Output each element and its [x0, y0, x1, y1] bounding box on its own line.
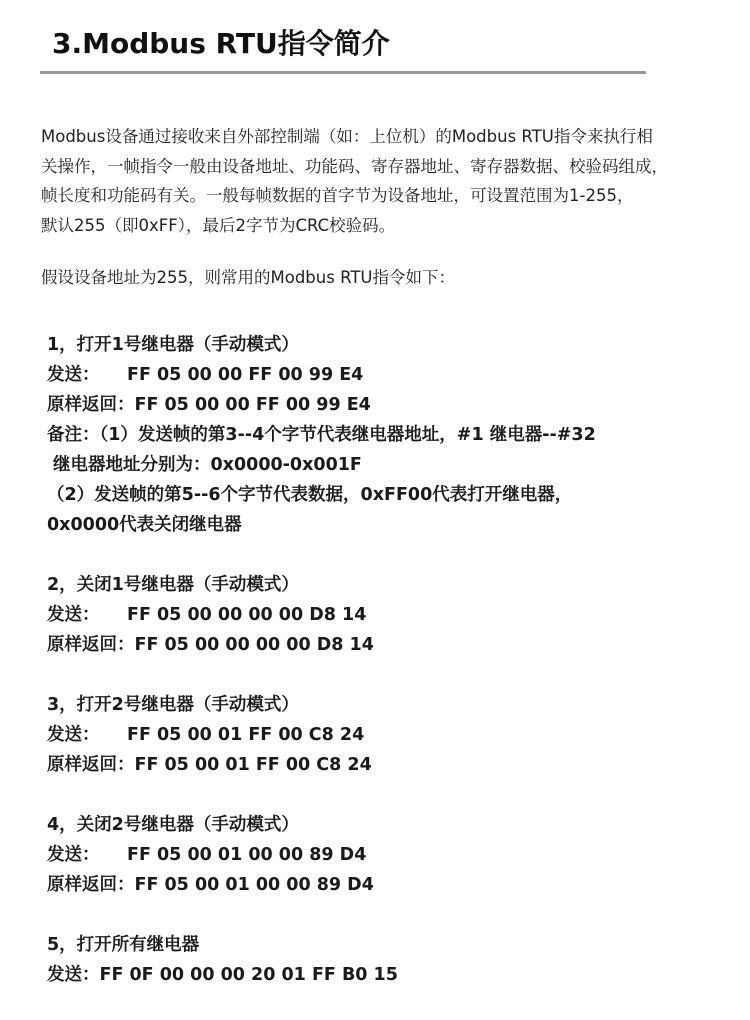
reply-line	[47, 750, 747, 780]
intro-paragraph	[41, 122, 731, 240]
assumption-text: 假设设备地址为255，则常用的Modbus RTU指令如下：	[41, 268, 455, 287]
send-label: 发送：	[47, 605, 100, 625]
command-block-1	[47, 330, 747, 540]
command-block-4	[47, 810, 747, 900]
reply-value: FF 05 00 01 00 00 89 D4	[134, 875, 374, 895]
reply-label: 原样返回：	[47, 755, 135, 775]
reply-line	[47, 390, 747, 420]
send-value: FF 0F 00 00 00 20 01 FF B0 15	[99, 965, 398, 985]
send-line	[47, 360, 747, 390]
send-line	[47, 720, 747, 750]
send-line	[47, 600, 747, 630]
reply-line	[47, 870, 747, 900]
note-line: 0x0000代表关闭继电器	[47, 515, 242, 535]
send-label: 发送：	[47, 725, 100, 745]
send-label: 发送：	[47, 965, 100, 985]
send-label: 发送：	[47, 845, 100, 865]
reply-label: 原样返回：	[47, 395, 135, 415]
command-heading: 5，打开所有继电器	[47, 935, 200, 955]
command-list	[47, 330, 747, 1020]
reply-value: FF 05 00 01 FF 00 C8 24	[134, 755, 372, 775]
reply-value: FF 05 00 00 00 00 D8 14	[134, 635, 374, 655]
note-line: 继电器地址分别为：0x0000-0x001F	[53, 455, 362, 475]
page-title: 3.Modbus RTU指令简介	[52, 27, 390, 60]
reply-label: 原样返回：	[47, 635, 135, 655]
intro-line: Modbus设备通过接收来自外部控制端（如：上位机）的Modbus RTU指令来执行相	[41, 127, 653, 146]
send-line	[47, 960, 747, 990]
send-value: FF 05 00 01 00 00 89 D4	[127, 845, 367, 865]
send-label: 发送：	[47, 365, 100, 385]
note-line: （2）发送帧的第5--6个字节代表数据，0xFF00代表打开继电器，	[47, 485, 573, 505]
send-value: FF 05 00 01 FF 00 C8 24	[127, 725, 365, 745]
intro-line: 关操作，一帧指令一般由设备地址、功能码、寄存器地址、寄存器数据、校验码组成，	[41, 156, 668, 176]
command-block-3	[47, 690, 747, 780]
note-line: 备注：（1）发送帧的第3--4个字节代表继电器地址，#1 继电器--#32	[47, 425, 596, 445]
send-value: FF 05 00 00 00 00 D8 14	[127, 605, 367, 625]
reply-value: FF 05 00 00 FF 00 99 E4	[134, 395, 371, 415]
title-divider	[40, 71, 646, 74]
command-block-2	[47, 570, 747, 660]
reply-label: 原样返回：	[47, 875, 135, 895]
reply-line	[47, 630, 747, 660]
send-value: FF 05 00 00 FF 00 99 E4	[127, 365, 364, 385]
command-heading: 3，打开2号继电器（手动模式）	[47, 695, 299, 715]
command-heading: 2，关闭1号继电器（手动模式）	[47, 575, 299, 595]
intro-line: 默认255（即0xFF），最后2字节为CRC校验码。	[41, 215, 396, 235]
send-line	[47, 840, 747, 870]
command-heading: 1，打开1号继电器（手动模式）	[47, 335, 299, 355]
command-heading: 4，关闭2号继电器（手动模式）	[47, 815, 299, 835]
command-block-5	[47, 930, 747, 990]
intro-line: 帧长度和功能码有关。一般每帧数据的首字节为设备地址，可设置范围为1-255，	[41, 186, 634, 205]
